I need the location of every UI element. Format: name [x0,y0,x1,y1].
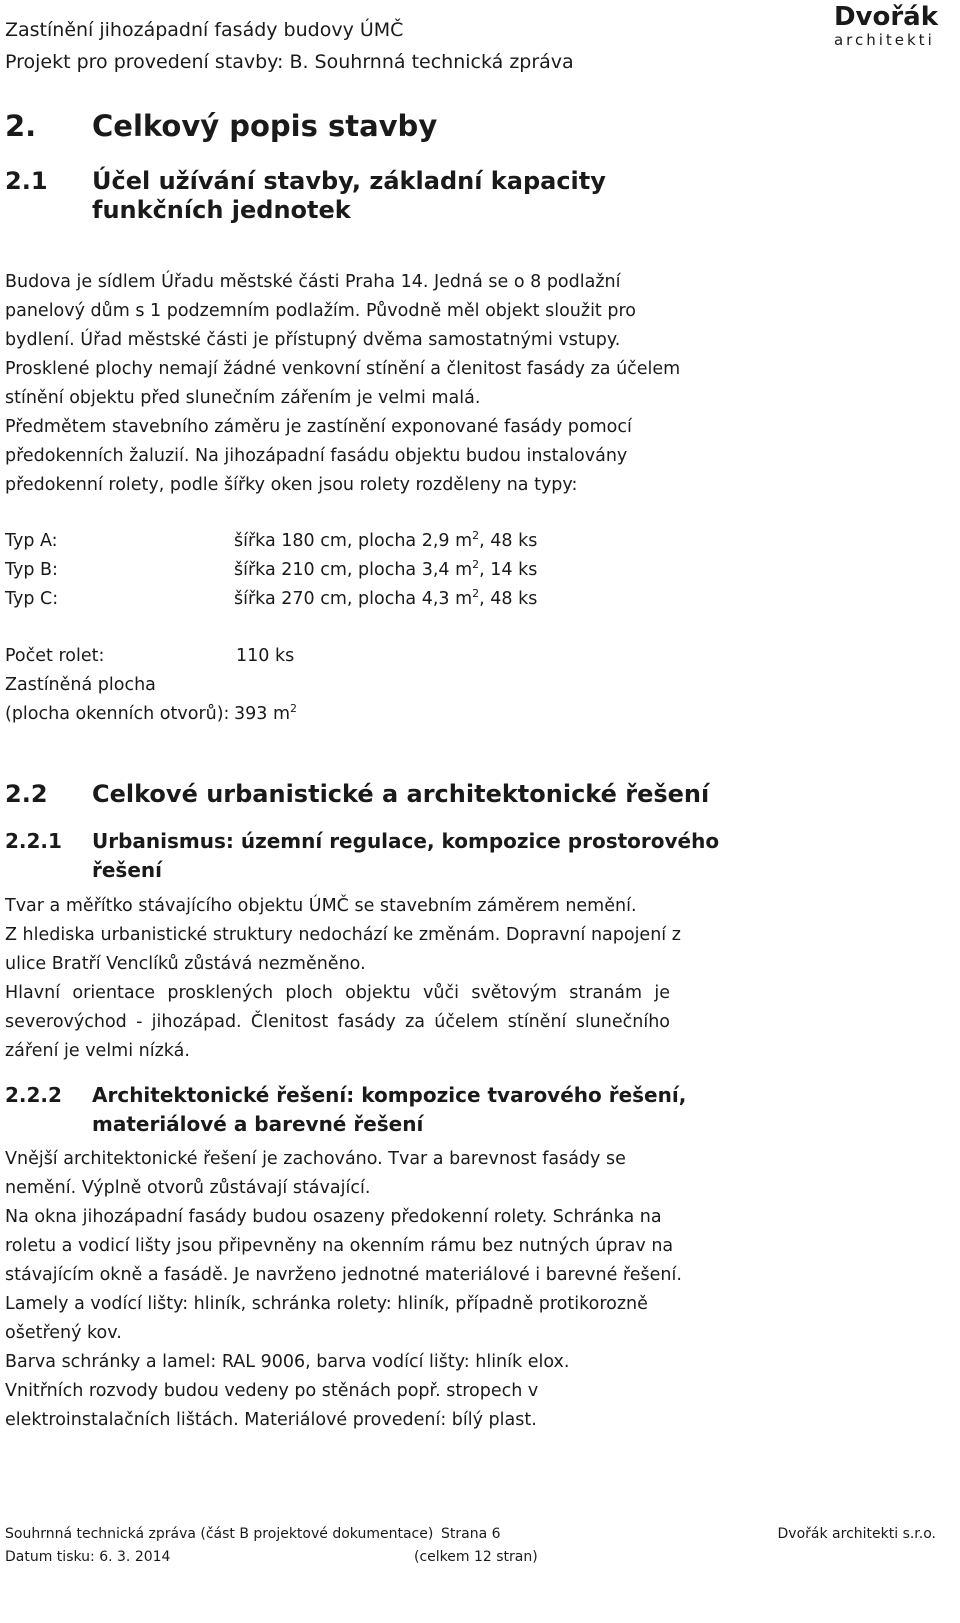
text-line: stávajícím okně a fasádě. Je navrženo jednotné materiálové i barevné řešení. [5,1265,682,1285]
section-number: 2. [5,109,37,143]
area-label-row [5,671,156,700]
section-number: 2.2.1 [5,829,62,853]
text-line: Barva schránky a lamel: RAL 9006, barva vodící lišty: hliník elox. [5,1352,570,1372]
paragraph-architecture [5,1145,682,1435]
section-title-line: materiálové a barevné řešení [92,1112,424,1136]
type-description [234,527,537,556]
type-desc-text: šířka 210 cm, plocha 3,4 m [234,560,473,580]
text-line: Vnitřních rozvody budou vedeny po stěnách popř. stropech v [5,1381,539,1401]
section-title [92,167,792,225]
text-line: panelový dům s 1 podzemním podlažím. Původně měl objekt sloužit pro [5,301,636,321]
text-line: Vnější architektonické řešení je zachováno. Tvar a barevnost fasády se [5,1149,626,1169]
paragraph-urbanism [5,892,681,1066]
text-line: stínění objektu před slunečním zářením je velmi malá. [5,388,481,408]
text-line: záření je velmi nízká. [5,1041,190,1061]
logo-subtitle: architekti [833,31,935,49]
section-heading-2-2 [5,780,755,810]
header-project-title: Zastínění jihozápadní fasády budovy ÚMČ [5,19,404,41]
type-count: , 48 ks [479,531,538,551]
text-line: Předmětem stavebního záměru je zastínění exponované fasády pomocí [5,417,632,437]
section-number: 2.1 [5,167,48,195]
type-row [5,585,538,614]
section-title [92,827,792,885]
type-description [234,585,537,614]
type-count: , 14 ks [479,560,538,580]
type-row [5,527,538,556]
text-line: předokenní rolety, podle šířky oken jsou rolety rozděleny na typy: [5,475,578,495]
paragraph-purpose [5,268,680,500]
text-line: Budova je sídlem Úřadu městské části Praha 14. Jedná se o 8 podlažní [5,272,621,292]
footer-document-name: Souhrnná technická zpráva (část B projektové dokumentace) [5,1526,434,1542]
area-label: (plocha okenních otvorů): [5,704,230,724]
company-logo [834,2,938,48]
section-heading-2-2-1 [5,827,755,885]
text-line: Prosklené plochy nemají žádné venkovní stínění a členitost fasády za účelem [5,359,681,379]
type-label: Typ A: [5,531,58,551]
section-heading-2-2-2 [5,1081,755,1139]
section-title-line: funkčních jednotek [92,196,351,224]
section-title: Celkový popis stavby [92,109,438,143]
area-value-text: 393 m [234,704,291,724]
text-line: Hlavní orientace prosklených ploch objektu vůči světovým stranám je [5,983,670,1003]
area-label: Zastíněná plocha [5,675,156,695]
text-line: nemění. Výplně otvorů zůstávají stávající. [5,1178,371,1198]
logo-name: Dvořák [833,2,938,32]
section-title-line: Architektonické řešení: kompozice tvarového řešení, [92,1083,687,1107]
superscript: 2 [472,587,480,601]
footer-page-number: Strana 6 [441,1526,501,1542]
text-line: Lamely a vodící lišty: hliník, schránka rolety: hliník, případně protikorozně [5,1294,648,1314]
text-line: severovýchod - jihozápad. Členitost fasády za účelem stínění slunečního [5,1012,670,1032]
text-line: Z hlediska urbanistické struktury nedochází ke změnám. Dopravní napojení z [5,925,681,945]
footer-company: Dvořák architekti s.r.o. [777,1526,936,1542]
section-title [92,1081,792,1139]
superscript: 2 [290,702,298,716]
superscript: 2 [472,529,480,543]
count-value: 110 ks [236,646,295,666]
text-line: elektroinstalačních lištách. Materiálové provedení: bílý plast. [5,1410,537,1430]
section-heading-2-1 [5,167,705,227]
text-line: ulice Bratří Venclíků zůstává nezměněno. [5,954,366,974]
section-number: 2.2 [5,780,48,808]
section-heading-2 [5,108,438,144]
footer-print-date: Datum tisku: 6. 3. 2014 [5,1549,171,1565]
type-count: , 48 ks [479,589,538,609]
section-title-line: řešení [92,858,162,882]
area-row [5,700,298,729]
text-line: Na okna jihozápadní fasády budou osazeny předokenní rolety. Schránka na [5,1207,662,1227]
text-line: Tvar a měřítko stávajícího objektu ÚMČ se stavebním záměrem nemění. [5,896,637,916]
type-desc-text: šířka 180 cm, plocha 2,9 m [234,531,473,551]
text-line: předokenních žaluzií. Na jihozápadní fasádu objektu budou instalovány [5,446,628,466]
count-label: Počet rolet: [5,646,105,666]
header-document-subtitle: Projekt pro provedení stavby: B. Souhrnná technická zpráva [5,51,574,73]
section-title-line: Urbanismus: územní regulace, kompozice prostorového [92,829,720,853]
type-description [234,556,537,585]
text-line: ošetřený kov. [5,1323,122,1343]
superscript: 2 [472,558,480,572]
section-number: 2.2.2 [5,1083,62,1107]
section-title: Celkové urbanistické a architektonické řešení [92,780,710,808]
text-line: bydlení. Úřad městské části je přístupný dvěma samostatnými vstupy. [5,330,621,350]
type-desc-text: šířka 270 cm, plocha 4,3 m [234,589,473,609]
footer-page-total: (celkem 12 stran) [414,1549,538,1565]
section-title-line: Účel užívání stavby, základní kapacity [92,167,606,195]
count-row [5,642,295,671]
type-label: Typ B: [5,560,58,580]
type-row [5,556,538,585]
type-label: Typ C: [5,589,59,609]
text-line: roletu a vodicí lišty jsou připevněny na okenním rámu bez nutných úprav na [5,1236,674,1256]
area-value [234,700,297,729]
